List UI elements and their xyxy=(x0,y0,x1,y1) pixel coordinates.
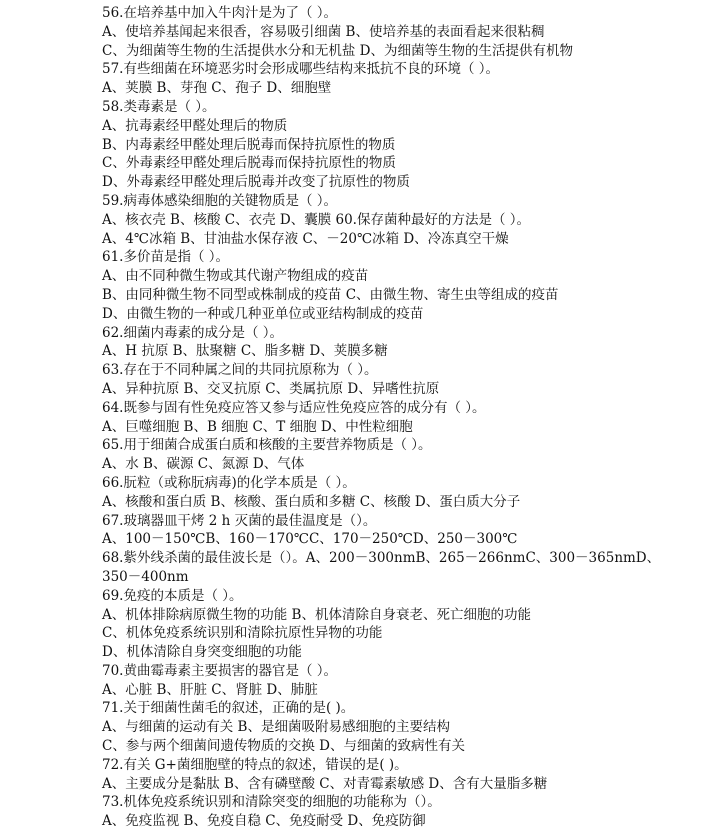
document-page xyxy=(102,4,692,831)
question-58-option-c: C、外毒素经甲醛处理后脱毒而保持抗原性的物质 xyxy=(102,155,396,172)
question-56-options-ab: A、使培养基闻起来很香，容易吸引细菌 B、使培养基的表面看起来很粘稠 xyxy=(102,23,545,40)
question-58-option-a: A、抗毒素经甲醛处理后的物质 xyxy=(102,117,288,134)
question-61: 61.多价苗是指（ ）。 xyxy=(102,249,230,266)
question-56: 56.在培养基中加入牛肉汁是为了（ ）。 xyxy=(102,5,338,21)
question-57: 57.有些细菌在环境恶劣时会形成哪些结构来抵抗不良的环境（ ）。 xyxy=(102,61,500,78)
question-61-option-d: D、由微生物的一种或几种亚单位或亚结构制成的疫苗 xyxy=(102,305,424,322)
question-67: 67.玻璃器皿干烤 2 h 灭菌的最佳温度是（）。 xyxy=(102,512,377,529)
question-59: 59.病毒体感染细胞的关键物质是（ ）。 xyxy=(102,192,338,209)
question-61-option-a: A、由不同种微生物或其代谢产物组成的疫苗 xyxy=(102,268,369,285)
question-63-options: A、异种抗原 B、交叉抗原 C、类属抗原 D、异嗜性抗原 xyxy=(102,380,440,397)
question-56-options-cd: C、为细菌等生物的生活提供水分和无机盐 D、为细菌等生物的生活提供有机物 xyxy=(102,42,573,59)
question-59-options-and-question-60: A、核衣壳 B、核酸 C、衣壳 D、囊膜 60.保存菌种最好的方法是（ ）。 xyxy=(102,211,530,228)
question-69: 69.免疫的本质是（ ）。 xyxy=(102,587,243,604)
question-69-options-ab: A、机体排除病原微生物的功能 B、机体清除自身衰老、死亡细胞的功能 xyxy=(102,606,531,623)
question-64: 64.既参与固有性免疫应答又参与适应性免疫应答的成分有（ ）。 xyxy=(102,399,486,416)
question-68: 68.紫外线杀菌的最佳波长是（）。A、200－300nmB、265－266nmC、300－365nmD、 xyxy=(102,550,661,567)
question-66-options: A、核酸和蛋白质 B、核酸、蛋白质和多糖 C、核酸 D、蛋白质大分子 xyxy=(102,493,521,510)
question-66: 66.朊粒（或称朊病毒)的化学本质是（ ）。 xyxy=(102,474,356,491)
question-68-options-continued: 350－400nm xyxy=(102,568,189,585)
question-63: 63.存在于不同种属之间的共同抗原称为（ ）。 xyxy=(102,362,378,379)
question-62-options: A、H 抗原 B、肽聚糖 C、脂多糖 D、荚膜多糖 xyxy=(102,343,388,360)
question-58-option-d: D、外毒素经甲醛处理后脱毒并改变了抗原性的物质 xyxy=(102,174,410,191)
question-71-options-ab: A、与细菌的运动有关 B、是细菌吸附易感细胞的主要结构 xyxy=(102,719,450,736)
question-70: 70.黄曲霉毒素主要损害的器官是（ ）。 xyxy=(102,662,338,679)
question-61-options-bc: B、由同种微生物不同型或株制成的疫苗 C、由微生物、寄生虫等组成的疫苗 xyxy=(102,286,559,303)
question-69-option-c: C、机体免疫系统识别和清除抗原性异物的功能 xyxy=(102,625,383,642)
question-64-options: A、巨噬细胞 B、B 细胞 C、T 细胞 D、中性粒细胞 xyxy=(102,418,413,435)
question-69-option-d: D、机体清除自身突变细胞的功能 xyxy=(102,644,302,661)
question-65-options: A、水 B、碳源 C、氮源 D、气体 xyxy=(102,456,305,473)
question-65: 65.用于细菌合成蛋白质和核酸的主要营养物质是（ ）。 xyxy=(102,437,432,454)
question-71-options-cd: C、参与两个细菌间遗传物质的交换 D、与细菌的致病性有关 xyxy=(102,738,465,755)
question-58-option-b: B、内毒素经甲醛处理后脱毒而保持抗原性的物质 xyxy=(102,136,396,153)
question-67-options: A、100－150℃B、160－170℃C、170－250℃D、250－300℃ xyxy=(102,531,518,548)
question-60-options: A、4℃冰箱 B、甘油盐水保存液 C、－20℃冰箱 D、冷冻真空干燥 xyxy=(102,230,509,247)
question-73: 73.机体免疫系统识别和清除突变的细胞的功能称为（）。 xyxy=(102,794,441,811)
question-70-options: A、心脏 B、肝脏 C、肾脏 D、肺脏 xyxy=(102,681,318,698)
question-62: 62.细菌内毒素的成分是（ ）。 xyxy=(102,324,284,341)
question-72: 72.有关 G+菌细胞壁的特点的叙述，错误的是( )。 xyxy=(102,756,408,773)
question-58: 58.类毒素是（ ）。 xyxy=(102,98,216,115)
question-72-options: A、主要成分是黏肽 B、含有磷壁酸 C、对青霉素敏感 D、含有大量脂多糖 xyxy=(102,775,548,792)
question-73-options: A、免疫监视 B、免疫自稳 C、免疫耐受 D、免疫防御 xyxy=(102,813,426,830)
question-71: 71.关于细菌性菌毛的叙述，正确的是( )。 xyxy=(102,700,355,717)
question-57-options: A、荚膜 B、芽孢 C、孢子 D、细胞壁 xyxy=(102,80,332,97)
